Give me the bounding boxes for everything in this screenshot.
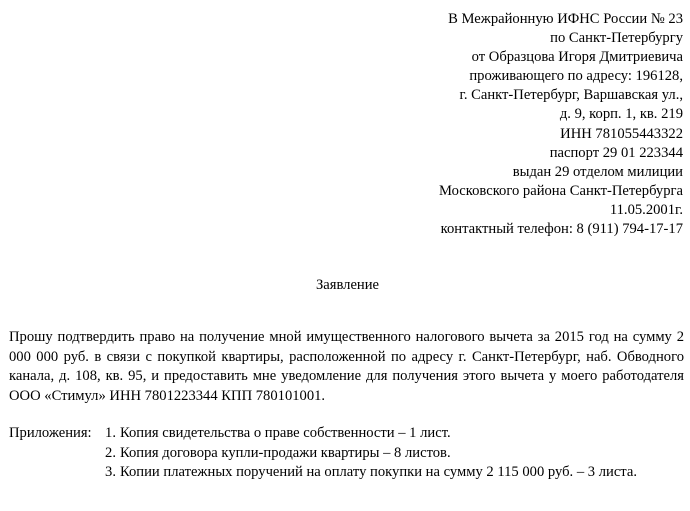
attachment-item <box>9 424 684 444</box>
addressee-block <box>439 10 683 239</box>
attachment-number: 1. <box>105 425 116 441</box>
sender-name-line: от Образцова Игоря Дмитриевича <box>471 49 683 66</box>
attachment-text: Копия договора купли-продажи квартиры – 8 листов. <box>120 444 451 461</box>
attachment-item <box>9 463 684 483</box>
addressee-line: по Санкт-Петербургу <box>550 30 683 47</box>
sender-inn-line: ИНН 781055443322 <box>560 125 683 142</box>
attachments-list <box>9 424 684 483</box>
attachment-text: Копии платежных поручений на оплату покупки на сумму 2 115 000 руб. – 3 листа. <box>120 464 637 481</box>
document-title: Заявление <box>315 277 380 293</box>
sender-passport-issuer-line: Московского района Санкт-Петербурга <box>439 182 683 199</box>
sender-phone-line: контактный телефон: 8 (911) 794-17-17 <box>440 221 683 238</box>
attachment-item <box>9 444 684 464</box>
addressee-line: В Межрайонную ИФНС России № 23 <box>448 11 683 27</box>
attachment-number: 2. <box>105 444 116 461</box>
attachment-text: Копия свидетельства о праве собственности – 1 лист. <box>120 425 451 441</box>
sender-passport-issuer-line: выдан 29 отделом милиции <box>512 163 683 180</box>
request-paragraph: Прошу подтвердить право на получение мной имущественного налогового вычета за 2015 год на сумму 2 000 000 руб. в связи с покупкой квартиры, расположенной по адресу г. Санкт-Петербург, наб. Обводного канала, д. 108, кв. 95, и предоставить мне уведомление для получения этого вычета у моего работодателя ООО «Стимул» ИНН 7801223344 КПП 780101001. <box>9 329 684 404</box>
attachments-label: Приложения: <box>9 425 92 441</box>
sender-passport-date-line: 11.05.2001г. <box>609 201 683 218</box>
sender-address-line: проживающего по адресу: 196128, <box>469 68 683 85</box>
sender-address-line: д. 9, корп. 1, кв. 219 <box>559 106 683 123</box>
sender-passport-line: паспорт 29 01 223344 <box>549 144 683 161</box>
sender-address-line: г. Санкт-Петербург, Варшавская ул., <box>459 87 683 104</box>
attachment-number: 3. <box>105 464 116 481</box>
